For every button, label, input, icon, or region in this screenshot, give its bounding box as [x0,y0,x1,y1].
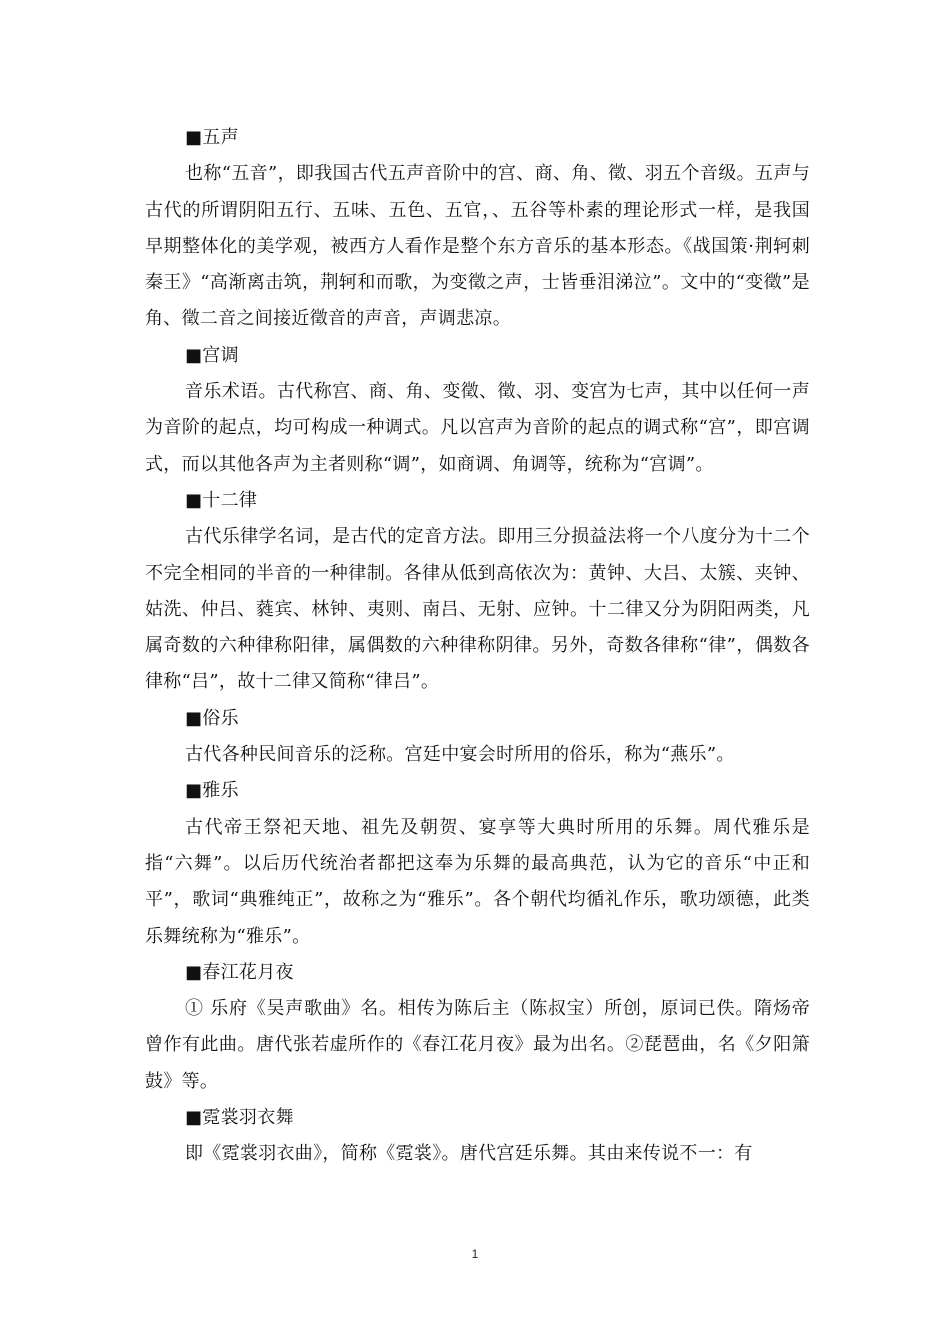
section-paragraph: 古代乐律学名词，是古代的定音方法。即用三分损益法将一个八度分为十二个不完全相同的半音的一种律制。各律从低到高依次为：黄钟、大吕、太簇、夹钟、姑洗、仲吕、蕤宾、林钟、夷则、南吕、无射、应钟。十二律又分为阴阳两类，凡属奇数的六种律称阳律，属偶数的六种律称阴律。另外，奇数各律称“律”，偶数各律称“吕”，故十二律又简称“律吕”。 [145,526,810,693]
section-gongdiao [145,338,810,483]
section-paragraph: 即《霓裳羽衣曲》，简称《霓裳》。唐代宫廷乐舞。其由来传说不一：有 [185,1143,753,1165]
section-heading: ■五声 [185,127,239,148]
section-chunjiang [145,955,810,1100]
section-yayue [145,773,810,954]
page-number: 1 [471,1247,479,1261]
section-paragraph: 也称“五音”，即我国古代五声音阶中的宫、商、角、徵、羽五个音级。五声与古代的所谓阴阳五行、五味、五色、五官，、五谷等朴素的理论形式一样，是我国早期整体化的美学观，被西方人看作是整个东方音乐的基本形态。《战国策·荆轲刺秦王》“高渐离击筑，荆轲和而歌，为变徵之声，士皆垂泪涕泣”。文中的“变徵”是角、徵二音之间接近徵音的声音，声调悲凉。 [145,163,810,330]
section-heading: ■霓裳羽衣舞 [185,1107,294,1129]
document-body [145,120,810,1173]
section-paragraph: ① 乐府《吴声歌曲》名。相传为陈后主（陈叔宝）所创，原词已佚。隋炀帝曾作有此曲。唐代张若虚所作的《春江花月夜》最为出名。②琵琶曲，名《夕阳箫鼓》等。 [145,998,810,1092]
section-shierlv [145,483,810,701]
section-paragraph: 音乐术语。古代称宫、商、角、变徵、徵、羽、变宫为七声，其中以任何一声为音阶的起点，均可构成一种调式。凡以宫声为音阶的起点的调式称“宫”，即宫调式，而以其他各声为主者则称“调”，如商调、角调等，统称为“宫调”。 [145,381,810,475]
section-paragraph: 古代帝王祭祀天地、祖先及朝贺、宴享等大典时所用的乐舞。周代雅乐是指“六舞”。以后历代统治者都把这奉为乐舞的最高典范，认为它的音乐“中正和平”，歌词“典雅纯正”，故称之为“雅乐”。各个朝代均循礼作乐，歌功颂德，此类乐舞统称为“雅乐”。 [145,816,810,947]
section-heading: ■春江花月夜 [185,961,294,983]
section-nishang [145,1100,810,1173]
section-heading: ■俗乐 [185,707,239,729]
section-wusheng [145,120,810,338]
section-heading: ■雅乐 [185,780,239,802]
section-heading: ■宫调 [185,344,239,366]
section-paragraph: 古代各种民间音乐的泛称。宫廷中宴会时所用的俗乐，称为“燕乐”。 [185,744,735,766]
section-suyue [145,701,810,774]
section-heading: ■十二律 [185,489,258,511]
